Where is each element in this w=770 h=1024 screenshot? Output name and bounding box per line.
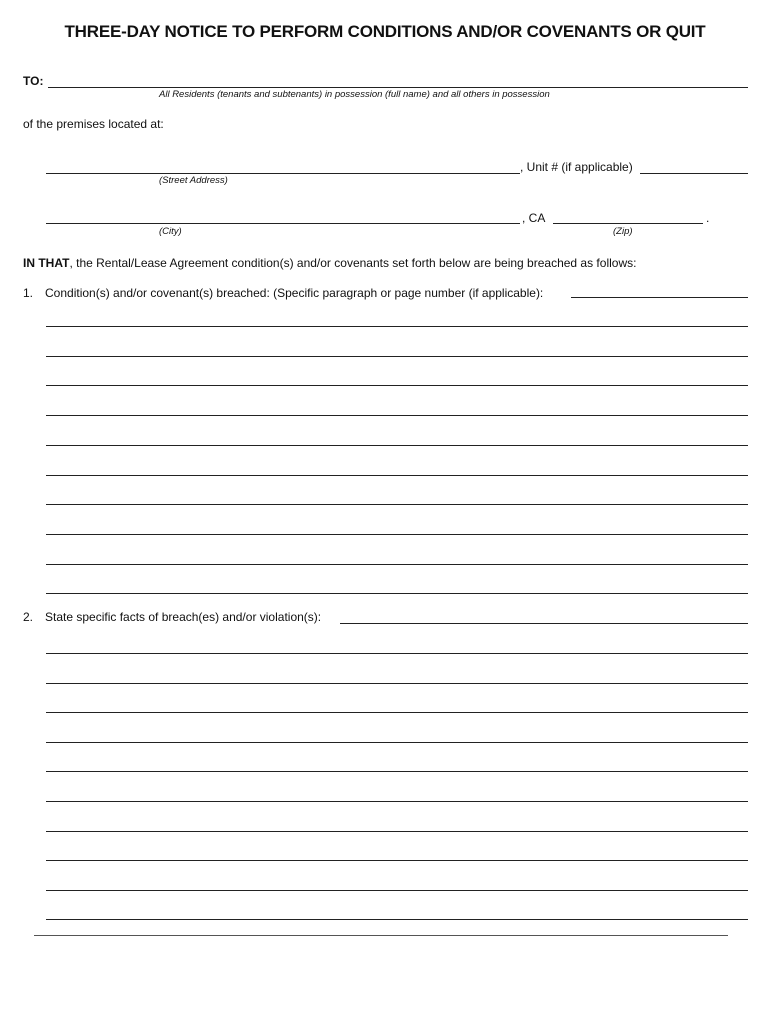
to-caption: All Residents (tenants and subtenants) in possession (full name) and all others in possession	[159, 89, 550, 100]
in-that-paragraph	[23, 256, 636, 270]
item2-answer-line[interactable]	[46, 653, 748, 654]
period-mark: .	[706, 211, 710, 225]
city-caption: (City)	[159, 226, 182, 237]
premises-label: of the premises located at:	[23, 117, 164, 131]
item1-answer-line[interactable]	[46, 564, 748, 565]
item2-number: 2.	[23, 610, 34, 624]
unit-label: , Unit # (if applicable)	[520, 160, 633, 174]
item2-answer-line[interactable]	[46, 919, 748, 920]
ca-label: , CA	[522, 211, 546, 225]
item1-answer-line[interactable]	[46, 534, 748, 535]
item1-answer-line[interactable]	[46, 475, 748, 476]
to-label: TO:	[23, 74, 44, 88]
item1-answer-line[interactable]	[46, 445, 748, 446]
item1-number: 1.	[23, 286, 34, 300]
item2-first-line[interactable]	[340, 623, 748, 624]
city-field[interactable]	[46, 223, 520, 224]
item2-answer-line[interactable]	[46, 801, 748, 802]
item1-answer-line[interactable]	[46, 326, 748, 327]
item1-answer-line[interactable]	[46, 415, 748, 416]
zip-caption: (Zip)	[613, 226, 633, 237]
item2-answer-line[interactable]	[46, 683, 748, 684]
item1-answer-line[interactable]	[46, 504, 748, 505]
item2-answer-line[interactable]	[46, 771, 748, 772]
item2-answer-line[interactable]	[46, 742, 748, 743]
bottom-divider	[34, 935, 728, 936]
item1-answer-line[interactable]	[46, 593, 748, 594]
item2-answer-line[interactable]	[46, 890, 748, 891]
zip-field[interactable]	[553, 223, 703, 224]
item1-reference-field[interactable]	[571, 297, 748, 298]
item2-answer-line[interactable]	[46, 860, 748, 861]
to-residents-field[interactable]	[48, 87, 748, 88]
in-that-lead: IN THAT	[23, 256, 70, 270]
unit-field[interactable]	[640, 173, 748, 174]
item2-answer-line[interactable]	[46, 712, 748, 713]
street-address-field[interactable]	[46, 173, 520, 174]
item2-label: State specific facts of breach(es) and/or violation(s):	[45, 610, 322, 624]
in-that-text: , the Rental/Lease Agreement condition(s) and/or covenants set forth below are being breached as follows:	[69, 256, 637, 270]
street-address-caption: (Street Address)	[159, 175, 228, 186]
item1-answer-line[interactable]	[46, 356, 748, 357]
item1-answer-line[interactable]	[46, 385, 748, 386]
item2-answer-line[interactable]	[46, 831, 748, 832]
item1-label: Condition(s) and/or covenant(s) breached: (Specific paragraph or page number (if applicable):	[45, 286, 544, 300]
page-title: THREE-DAY NOTICE TO PERFORM CONDITIONS AND/OR COVENANTS OR QUIT	[64, 22, 706, 41]
